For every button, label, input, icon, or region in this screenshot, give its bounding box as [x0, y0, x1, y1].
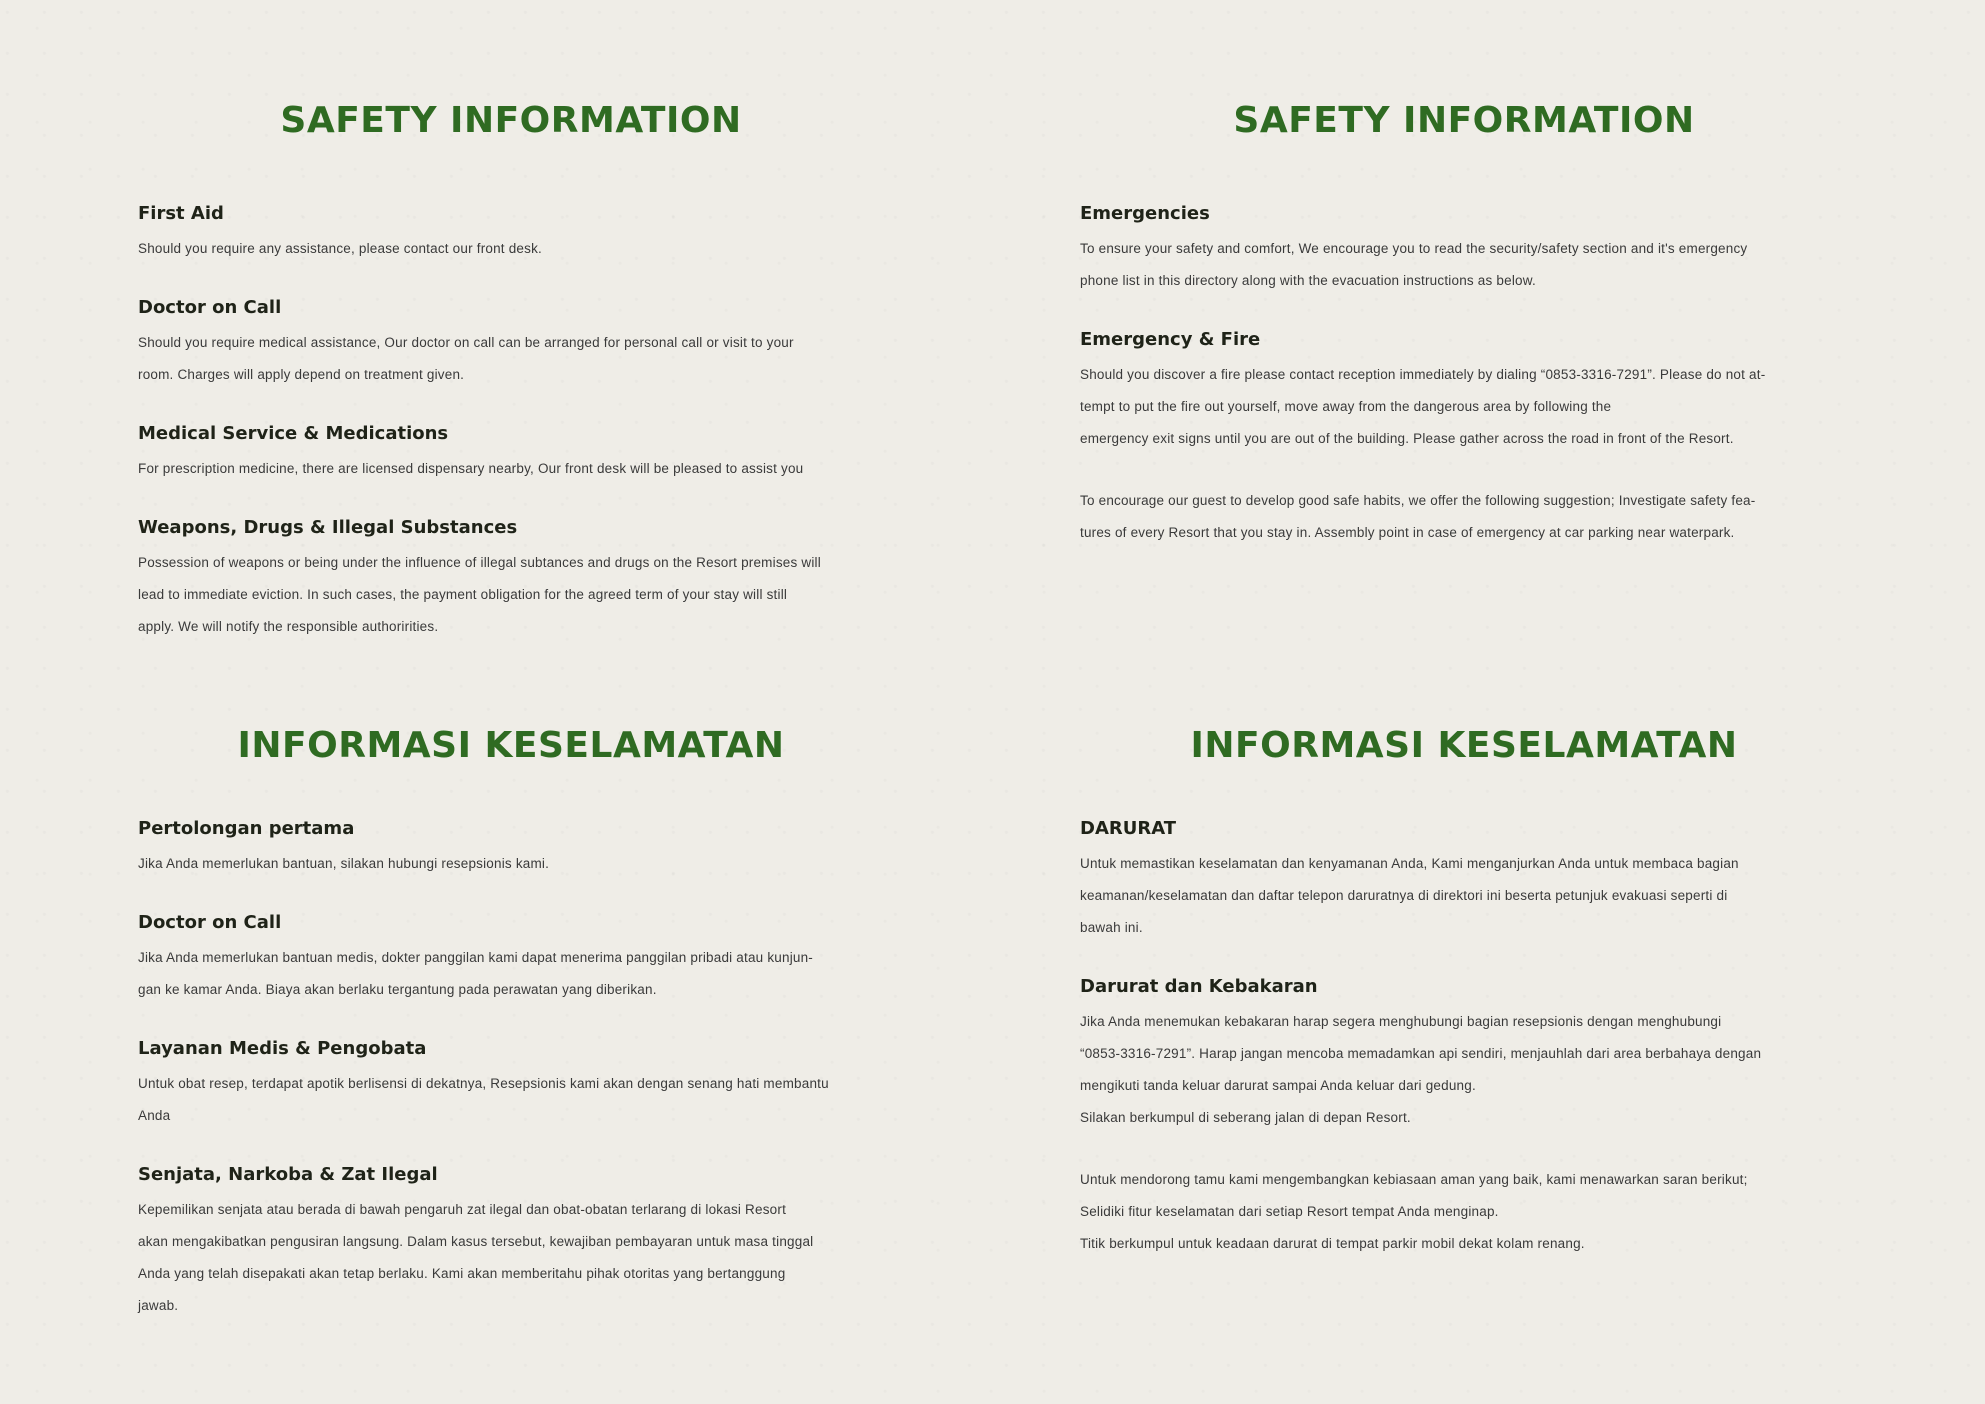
section-heading: DARURAT	[1080, 818, 1177, 839]
section-doctor-on-call	[138, 910, 928, 1006]
section-list	[1080, 816, 1870, 1260]
section-medical-service	[138, 421, 918, 485]
section-list	[1080, 201, 1870, 549]
section-body-extra: To encourage our guest to develop good safe habits, we offer the following suggestion; Investigate safety fea- tures of every Resort that you stay in. Assembly point in case of emergency at car parking near waterpark.	[1080, 493, 1756, 540]
page-title: SAFETY INFORMATION	[1233, 100, 1695, 141]
safety-info-indonesian-right	[1080, 720, 1870, 1290]
page-title: INFORMASI KESELAMATAN	[1190, 725, 1738, 766]
section-heading: Doctor on Call	[138, 297, 282, 318]
section-heading: Doctor on Call	[138, 912, 282, 933]
section-emergency-fire	[1080, 327, 1870, 549]
section-list	[138, 816, 928, 1322]
section-heading: Layanan Medis & Pengobata	[138, 1038, 427, 1059]
page-title: SAFETY INFORMATION	[280, 100, 742, 141]
section-body: To ensure your safety and comfort, We encourage you to read the security/safety section and it's emergency phone list in this directory along with the evacuation instructions as below.	[1080, 241, 1748, 288]
section-emergencies	[1080, 201, 1870, 297]
page-title: INFORMASI KESELAMATAN	[237, 725, 785, 766]
section-darurat-kebakaran	[1080, 974, 1870, 1260]
section-heading: First Aid	[138, 203, 224, 224]
section-body: Jika Anda memerlukan bantuan, silakan hubungi resepsionis kami.	[138, 856, 550, 871]
section-doctor-on-call	[138, 295, 918, 391]
section-list	[138, 201, 918, 643]
section-heading: Weapons, Drugs & Illegal Substances	[138, 517, 518, 538]
section-heading: Senjata, Narkoba & Zat Ilegal	[138, 1164, 438, 1185]
section-heading: Emergency & Fire	[1080, 329, 1261, 350]
safety-info-english-right	[1080, 95, 1870, 579]
section-senjata-narkoba	[138, 1162, 928, 1322]
section-heading: Emergencies	[1080, 203, 1210, 224]
section-body: Untuk obat resep, terdapat apotik berlisensi di dekatnya, Resepsionis kami akan dengan senang hati membantu Anda	[138, 1076, 829, 1123]
section-body: Kepemilikan senjata atau berada di bawah pengaruh zat ilegal dan obat-obatan terlarang di lokasi Resort akan mengakibatkan pengusiran langsung. Dalam kasus tersebut, kewajiban pembayaran untuk masa tinggal Anda yang telah disepakati akan tetap berlaku. Kami akan memberitahu pihak otoritas yang bertanggung jawab.	[138, 1202, 814, 1313]
section-heading: Darurat dan Kebakaran	[1080, 976, 1318, 997]
section-first-aid	[138, 201, 918, 265]
section-heading: Medical Service & Medications	[138, 423, 449, 444]
section-darurat	[1080, 816, 1870, 944]
section-body: Should you require medical assistance, Our doctor on call can be arranged for personal call or visit to your room. Charges will apply depend on treatment given.	[138, 335, 794, 382]
section-body: Possession of weapons or being under the influence of illegal subtances and drugs on the Resort premises will lead to immediate eviction. In such cases, the payment obligation for the agreed term of your stay will still apply. We will notify the responsible authoririties.	[138, 555, 821, 634]
section-pertolongan-pertama	[138, 816, 928, 880]
safety-info-indonesian-left	[138, 720, 928, 1352]
section-body: Jika Anda memerlukan bantuan medis, dokter panggilan kami dapat menerima panggilan pribadi atau kunjun- gan ke kamar Anda. Biaya akan berlaku tergantung pada perawatan yang diberikan.	[138, 950, 814, 997]
section-layanan-medis	[138, 1036, 928, 1132]
safety-info-english-left	[138, 95, 918, 673]
section-body: Jika Anda menemukan kebakaran harap segera menghubungi bagian resepsionis dengan menghubungi “0853-3316-7291”. Harap jangan mencoba memadamkan api sendiri, menjauhlah dari area berbahaya dengan mengikuti tanda keluar darurat sampai Anda keluar dari gedung. Silakan berkumpul di seberang jalan di depan Resort.	[1080, 1014, 1762, 1125]
section-heading: Pertolongan pertama	[138, 818, 355, 839]
section-body: Should you discover a fire please contact reception immediately by dialing “0853-3316-7291”. Please do not at- tempt to put the fire out yourself, move away from the dangerous area by following the emergency exit signs until you are out of the building. Please gather across the road in front of the Resort.	[1080, 367, 1766, 446]
section-body: Untuk memastikan keselamatan dan kenyamanan Anda, Kami menganjurkan Anda untuk membaca bagian keamanan/keselamatan dan daftar telepon daruratnya di direktori ini beserta petunjuk evakuasi seperti di bawah ini.	[1080, 856, 1739, 935]
section-body: For prescription medicine, there are licensed dispensary nearby, Our front desk will be pleased to assist you	[138, 461, 804, 476]
section-weapons-drugs	[138, 515, 918, 643]
section-body: Should you require any assistance, please contact our front desk.	[138, 241, 542, 256]
section-body-extra: Untuk mendorong tamu kami mengembangkan kebiasaan aman yang baik, kami menawarkan saran berikut; Selidiki fitur keselamatan dari setiap Resort tempat Anda menginap. Titik berkumpul untuk keadaan darurat di tempat parkir mobil dekat kolam renang.	[1080, 1172, 1748, 1251]
